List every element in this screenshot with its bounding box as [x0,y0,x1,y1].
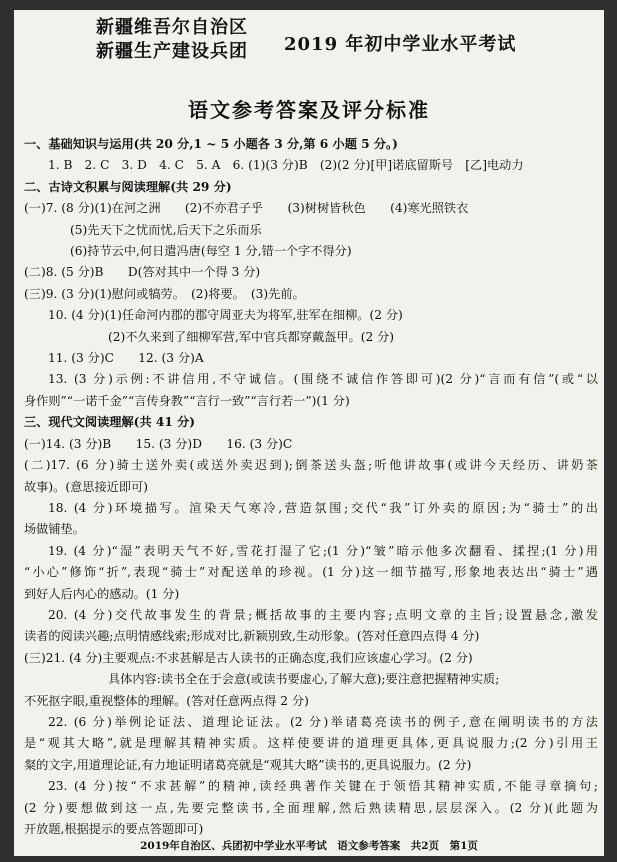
section-1-heading: 一、基础知识与运用(共 20 分,1 ~ 5 小题各 3 分,第 6 小题 5 分。) [24,137,398,151]
answer-line: (三)21. (4 分)主要观点:不求甚解是古人读书的正确态度,我们应该虚心学习。(2 分) [24,650,473,665]
answer-line: (一)7. (8 分)(1)在河之洲 (2)不亦君子乎 (3)树树皆秋色 (4)寒光照铁衣 [24,201,469,216]
answer-line: 13. (3 分)示例:不讲信用,不守诚信。(围绕不诚信作答即可)(2 分)“言而有信”(或“以 [48,372,598,387]
page-footer: 2019年自治区、兵团初中学业水平考试 语文参考答案 共2页 第1页 [140,840,478,852]
section-3-heading: 三、现代文阅读理解(共 41 分) [24,415,196,430]
answer-line: 开放题,根据提示的要点答题即可) [24,822,204,836]
answer-line: 不死抠字眼,重视整体的理解。(答对任意两点得 2 分) [24,693,309,708]
org-line-2: 新疆生产建设兵团 [96,41,248,62]
answer-line: 故事)。(意思接近即可) [24,479,148,494]
section-2-heading: 二、古诗文积累与阅读理解(共 29 分) [24,179,232,194]
document-header [14,16,604,72]
answer-sheet-page [14,10,604,856]
answer-line: 23. (4 分)按“不求甚解”的精神,读经典著作关键在于领悟其精神实质,不能寻章摘句; [48,779,598,794]
answer-line: 10. (4 分)(1)任命河内郡的郡守周亚夫为将军,驻军在细柳。(2 分) [48,308,403,323]
answer-line: (三)9. (3 分)(1)慰问或犒劳。 (2)将要。 (3)先前。 [24,286,305,301]
answer-line: 22. (6 分)举例论证法、道理论证法。(2 分)举诸葛亮读书的例子,意在阐明读书的方法 [48,714,598,729]
answer-line: 身作则”“一诺千金”“言传身教”“言行一致”“言行若一”)(1 分) [24,393,350,408]
answer-line: 场做铺垫。 [24,522,85,537]
answer-line: 19. (4 分)“湿”表明天气不好,雪花打湿了它;(1 分)“皱”暗示他多次翻看、揉捏;(1 分)用 [48,543,598,558]
answer-line: (一)14. (3 分)B 15. (3 分)D 16. (3 分)C [24,436,293,451]
exam-title: 2019 年初中学业水平考试 [284,34,517,55]
answer-line: 粲的文字,用道理论证,有力地证明诸葛亮就是“观其大略”读书的,更具说服力。(2 分) [24,757,472,772]
answer-line: 读者的阅读兴趣;点明情感线索;形成对比,新颖别致,生动形象。(答对任意四点得 4 分) [24,629,480,644]
answer-line: 是“观其大略”,就是理解其精神实质。这样使要讲的道理更具体,更具说服力;(2 分)引用王 [24,736,598,751]
answer-line: (二)8. (5 分)B D(答对其中一个得 3 分) [24,265,261,280]
document-title: 语文参考答案及评分标准 [188,98,430,122]
answer-line: 20. (4 分)交代故事发生的背景;概括故事的主要内容;点明文章的主旨;设置悬念,激发 [48,607,598,622]
issuing-organizations [96,16,248,64]
answer-line: (二)17. (6 分)骑士送外卖(或送外卖迟到);倒茶送头盔;听他讲故事(或讲今天经历、讲奶茶 [24,458,598,473]
answer-line: 18. (4 分)环境描写。渲染天气寒冷,营造氛围;交代“我”订外卖的原因;为“骑士”的出 [48,500,598,515]
answer-line: (2)不久来到了细柳军营,军中官兵都穿戴盔甲。(2 分) [108,329,395,344]
org-line-1: 新疆维吾尔自治区 [96,17,248,38]
answer-line: 到好人后内心的感动。(1 分) [24,586,180,601]
answer-line: “小心”修饰“折”,表现“骑士”对配送单的珍视。(1 分)这一细节描写,形象地表达出“骑士”遇 [24,565,598,580]
answer-body [24,134,598,840]
answer-line: 1. B 2. C 3. D 4. C 5. A 6. (1)(3 分)B (2)(2 分)[甲]诺底留斯号 [乙]电动力 [48,158,524,173]
answer-line: (6)持节云中,何日遣冯唐(每空 1 分,错一个字不得分) [70,244,352,259]
answer-line: (2 分)要想做到这一点,先要完整读书,全面理解,然后熟读精思,层层深入。(2 分)(此题为 [24,800,598,815]
answer-line: 11. (3 分)C 12. (3 分)A [48,351,204,366]
answer-line: (5)先天下之忧而忧,后天下之乐而乐 [70,222,262,237]
answer-line: 具体内容:读书全在于会意(或读书要虚心,了解大意);要注意把握精神实质; [108,672,500,687]
